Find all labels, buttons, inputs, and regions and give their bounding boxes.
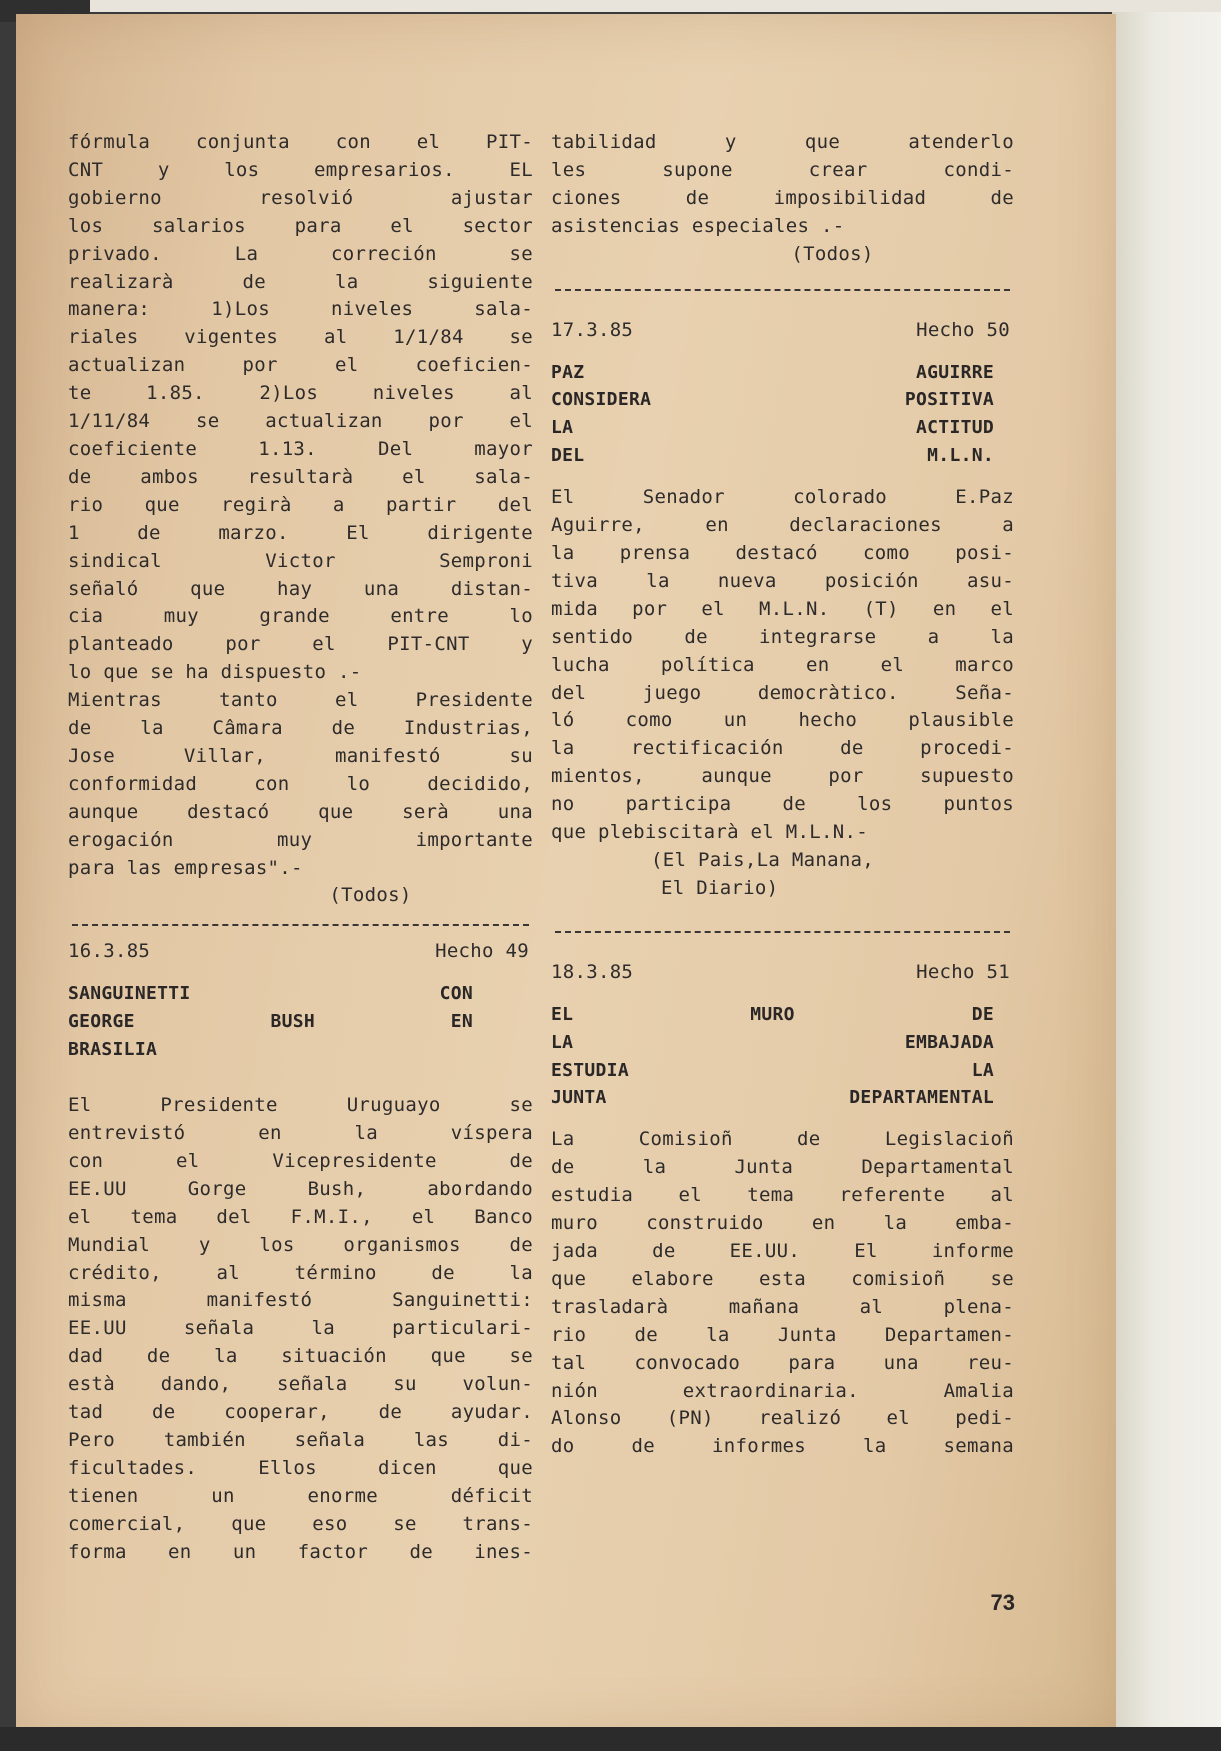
headline-line: LA EMBAJADA (551, 1031, 994, 1053)
text-line: cia muy grande entre lo (68, 605, 533, 628)
text-line: rio que regirà a partir del (68, 493, 533, 516)
text-line: aunque destacó que serà una (68, 800, 533, 823)
text-line: crédito, al término de la (68, 1261, 533, 1284)
text-line: Alonso (PN) realizó el pedi- (551, 1407, 1014, 1430)
hecho-49-header (68, 938, 533, 966)
dashed-separator (551, 275, 1014, 303)
text-line: los salarios para el sector (68, 214, 533, 237)
text-line: riales vigentes al 1/1/84 se (68, 326, 533, 349)
intro-article (68, 129, 533, 910)
scan-bottom-edge (0, 1727, 1221, 1751)
text-line: sindical Victor Semproni (68, 549, 533, 572)
scan-right-margin (1112, 12, 1221, 1727)
hecho-50-header (551, 317, 1014, 345)
hecho-50-body (551, 484, 1014, 903)
dashed-separator (551, 917, 1014, 945)
text-line: tiva la nueva posición asu- (551, 569, 1014, 592)
hecho-date: 16.3.85 (68, 940, 151, 963)
text-line: Pero también señala las di- (68, 1428, 533, 1451)
text-line: tal convocado para una reu- (551, 1351, 1014, 1374)
text-line: que plebiscitarà el M.L.N.- (551, 821, 868, 844)
text-line: no participa de los puntos (551, 793, 1014, 816)
text-line: 1/11/84 se actualizan por el (68, 410, 533, 433)
text-line: señaló que hay una distan- (68, 577, 533, 600)
page-number: 73 (990, 1590, 1015, 1615)
hecho-number: Hecho 49 (435, 940, 529, 963)
hecho-51-body (551, 1126, 1014, 1461)
text-line: estudia el tema referente al (551, 1184, 1014, 1207)
continuation-article (551, 129, 1014, 269)
text-line: la rectificación de procedi- (551, 737, 1014, 760)
text-line: les supone crear condi- (551, 158, 1014, 181)
source-credit: (Todos) (329, 884, 412, 907)
hecho-date: 18.3.85 (551, 960, 634, 983)
text-line: planteado por el PIT-CNT y (68, 633, 533, 656)
text-line: erogación muy importante (68, 828, 533, 851)
hecho-49-body (68, 1092, 533, 1566)
text-line: del juego democràtico. Seña- (551, 681, 1014, 704)
text-line: muro construido en la emba- (551, 1212, 1014, 1235)
text-line: con el Vicepresidente de (68, 1149, 533, 1172)
headline-line: EL MURO DE (551, 1003, 994, 1025)
text-line: nión extraordinaria. Amalia (551, 1379, 1014, 1402)
hecho-51-header (551, 959, 1014, 987)
spacer (551, 345, 1014, 359)
headline-line: BRASILIA (68, 1039, 158, 1061)
text-line: La Comisioñ de Legislacioñ (551, 1128, 1014, 1151)
hecho-date: 17.3.85 (551, 318, 634, 341)
spacer (551, 945, 1014, 959)
headline-line: CONSIDERA POSITIVA (551, 389, 994, 411)
text-line: 1 de marzo. El dirigente (68, 521, 533, 544)
text-line: dad de la situación que se (68, 1345, 533, 1368)
text-line: asistencias especiales .- (551, 214, 845, 237)
text-line: ciones de imposibilidad de (551, 186, 1014, 209)
text-line: jada de EE.UU. El informe (551, 1240, 1014, 1262)
text-line: gobierno resolvió ajustar (68, 186, 533, 209)
right-column (551, 129, 1014, 1461)
source-credit: El Diario) (661, 876, 779, 899)
text-line: El Senador colorado E.Paz (551, 486, 1014, 509)
source-credit: (Todos) (791, 242, 874, 265)
text-line: actualizan por el coeficien- (68, 354, 533, 377)
text-line: EE.UU Gorge Bush, abordando (68, 1177, 533, 1200)
text-line: la prensa destacó como posi- (551, 541, 1014, 564)
left-column (68, 129, 533, 1567)
text-line: Mundial y los organismos de (68, 1233, 533, 1256)
spacer (68, 966, 533, 980)
headline-line: PAZ AGUIRRE (551, 361, 994, 383)
text-line: entrevistó en la víspera (68, 1122, 533, 1144)
hecho-50-headline (551, 359, 1014, 471)
text-line: tad de cooperar, de ayudar. (68, 1401, 533, 1424)
text-line: EE.UU señala la particulari- (68, 1317, 533, 1340)
text-line: misma manifestó Sanguinetti: (68, 1289, 533, 1312)
headline-line: ESTUDIA LA (551, 1059, 994, 1081)
hecho-51-headline (551, 1001, 1014, 1113)
text-line: para las empresas".- (68, 856, 303, 879)
text-line: està dando, señala su volun- (68, 1373, 533, 1396)
hecho-49-headline (68, 980, 533, 1064)
text-line: que elabore esta comisioñ se (551, 1267, 1014, 1290)
text-line: te 1.85. 2)Los niveles al (68, 382, 533, 405)
text-line: sentido de integrarse a la (551, 625, 1014, 648)
spacer (68, 1064, 533, 1092)
text-line: rio de la Junta Departamen- (551, 1323, 1014, 1346)
text-line: de la Câmara de Industrias, (68, 717, 533, 740)
text-line: de la Junta Departamental (551, 1156, 1014, 1179)
text-line: El Presidente Uruguayo se (68, 1094, 533, 1117)
text-line: mida por el M.L.N. (T) en el (551, 597, 1014, 620)
text-line: Aguirre, en declaraciones a (551, 514, 1014, 537)
text-line: ló como un hecho plausible (551, 709, 1014, 732)
scan-top-edge (0, 0, 1221, 12)
text-line: realizarà de la siguiente (68, 270, 533, 293)
text-line: el tema del F.M.I., el Banco (68, 1205, 533, 1228)
text-line: conformidad con lo decidido, (68, 772, 533, 795)
text-line: privado. La correción se (68, 242, 533, 265)
text-line: mientos, aunque por supuesto (551, 765, 1014, 788)
spacer (551, 303, 1014, 317)
headline-line: LA ACTITUD (551, 417, 994, 439)
text-line: comercial, que eso se trans- (68, 1512, 533, 1535)
headline-line: SANGUINETTI CON (68, 983, 473, 1005)
text-line: manera: 1)Los niveles sala- (68, 298, 533, 321)
text-line: coeficiente 1.13. Del mayor (68, 437, 533, 460)
dashed-separator (68, 910, 533, 938)
text-line: trasladarà mañana al plena- (551, 1295, 1014, 1318)
spacer (551, 1112, 1014, 1126)
text-line: tabilidad y que atenderlo (551, 131, 1014, 153)
hecho-number: Hecho 51 (916, 960, 1010, 983)
text-line: fórmula conjunta con el PIT- (68, 131, 533, 153)
source-credit: (El Pais,La Manana, (651, 848, 875, 871)
text-line: lucha política en el marco (551, 653, 1014, 676)
text-line: tienen un enorme déficit (68, 1484, 533, 1507)
text-line: forma en un factor de ines- (68, 1540, 533, 1563)
text-line: ficultades. Ellos dicen que (68, 1456, 533, 1479)
text-line: lo que se ha dispuesto .- (68, 661, 362, 684)
spacer (551, 470, 1014, 484)
headline-line: DEL M.L.N. (551, 445, 994, 467)
hecho-number: Hecho 50 (916, 318, 1010, 341)
text-line: do de informes la semana (551, 1435, 1014, 1458)
text-line: de ambos resultarà el sala- (68, 465, 533, 488)
text-line: CNT y los empresarios. EL (68, 158, 533, 181)
spacer (551, 987, 1014, 1001)
headline-line: JUNTA DEPARTAMENTAL (551, 1087, 994, 1109)
text-line: Jose Villar, manifestó su (68, 744, 533, 767)
text-line: Mientras tanto el Presidente (68, 689, 533, 712)
headline-line: GEORGE BUSH EN (68, 1011, 473, 1033)
